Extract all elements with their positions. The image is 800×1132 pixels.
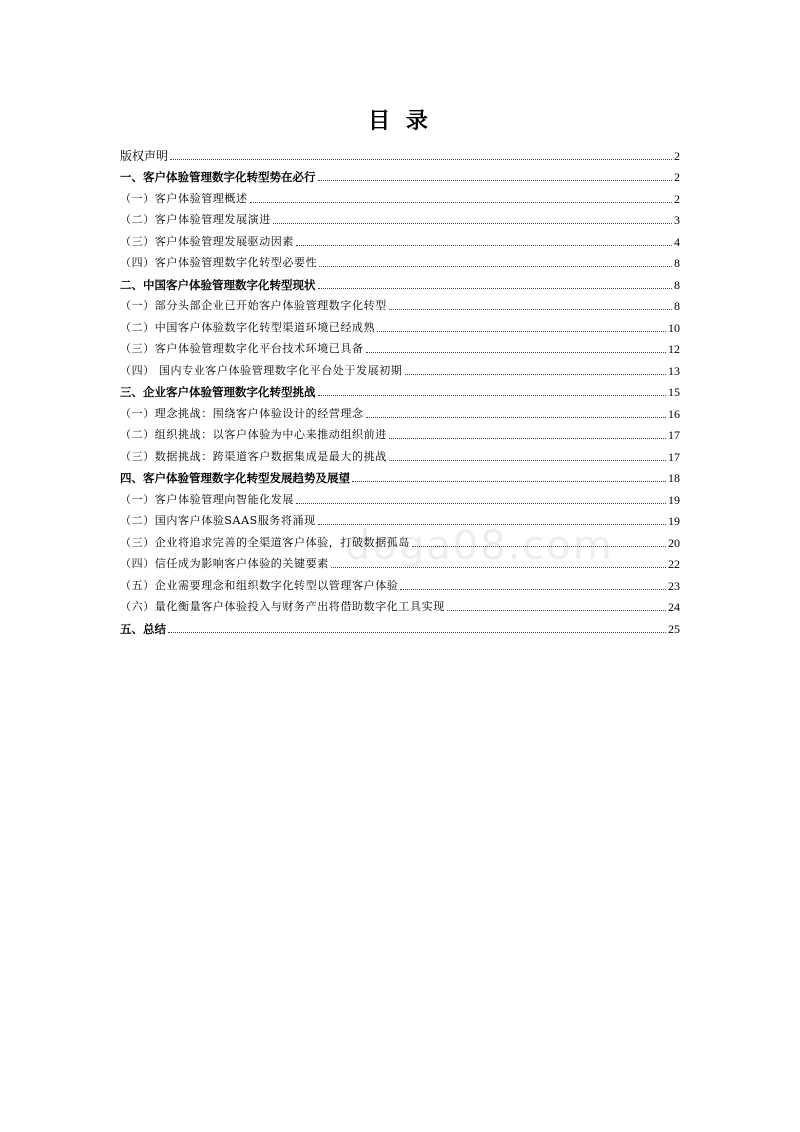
toc-entry-label: （二）国内客户体验SAAS服务将涌现 <box>120 514 316 527</box>
toc-leader-dots <box>296 244 672 246</box>
toc-entry-label: （二）中国客户体验数字化转型渠道环境已经成熟 <box>120 320 376 334</box>
toc-entry-label: 四、客户体验管理数字化转型发展趋势及展望 <box>120 471 350 485</box>
toc-entry-label: （四）客户体验管理数字化转型必要性 <box>120 256 318 269</box>
toc-entry-label: （五）企业需要理念和组织数字化转型以管理客户体验 <box>120 578 399 592</box>
toc-leader-dots <box>352 480 666 482</box>
toc-leader-dots <box>273 222 672 224</box>
toc-entry[interactable] <box>120 614 680 636</box>
toc-entry[interactable] <box>120 442 680 464</box>
watermark: doga08.com <box>345 523 614 569</box>
toc-entry-page-number: 23 <box>668 578 680 593</box>
toc-leader-dots <box>412 545 666 547</box>
toc-entry-page-number: 17 <box>668 449 680 464</box>
toc-entry-label: （四）信任成为影响客户体验的关键要素 <box>120 557 329 570</box>
toc-entry[interactable] <box>120 206 680 228</box>
toc-leader-dots <box>400 588 666 590</box>
toc-entry-label: 五、总结 <box>120 621 166 636</box>
toc-leader-dots <box>389 437 666 439</box>
toc-entry[interactable] <box>120 378 680 400</box>
toc-leader-dots <box>318 523 666 525</box>
toc-entry-page-number: 20 <box>668 535 680 550</box>
toc-entry-page-number: 8 <box>674 299 680 313</box>
toc-entry[interactable] <box>120 335 680 357</box>
toc-leader-dots <box>377 330 666 332</box>
toc-entry-page-number: 3 <box>674 213 680 227</box>
toc-entry-label: （一）部分头部企业已开始客户体验管理数字化转型 <box>120 299 387 312</box>
toc-entry[interactable] <box>120 184 680 206</box>
toc-entry-page-number: 8 <box>674 277 680 292</box>
toc-entry-label: 一、客户体验管理数字化转型势在必行 <box>120 170 316 184</box>
toc-entry[interactable] <box>120 571 680 593</box>
toc-entry[interactable] <box>120 141 680 163</box>
toc-leader-dots <box>296 502 666 504</box>
toc-entry-label: 二、中国客户体验管理数字化转型现状 <box>120 277 316 292</box>
toc-entry-label: （一）客户体验管理概述 <box>120 191 248 205</box>
toc-entry-page-number: 2 <box>674 148 680 163</box>
toc-entry-label: （一）理念挑战：围绕客户体验设计的经营理念 <box>120 406 364 420</box>
toc-leader-dots <box>366 416 666 418</box>
toc-leader-dots <box>331 566 666 568</box>
toc-leader-dots <box>319 265 672 267</box>
toc-entry-label: 版权声明 <box>120 148 169 163</box>
toc-entry-page-number: 17 <box>668 428 680 442</box>
toc-entry[interactable] <box>120 356 680 378</box>
toc-entry-page-number: 13 <box>668 363 680 378</box>
toc-entry[interactable] <box>120 292 680 314</box>
toc-leader-dots <box>168 631 666 633</box>
toc-entry[interactable] <box>120 421 680 443</box>
toc-entry-label: （二）客户体验管理发展演进 <box>120 213 271 226</box>
toc-entry-label: （三）数据挑战：跨渠道客户数据集成是最大的挑战 <box>120 449 387 463</box>
toc-entry-page-number: 22 <box>668 557 680 571</box>
toc-leader-dots <box>389 459 666 461</box>
toc-entry-page-number: 25 <box>668 621 680 636</box>
toc-entry[interactable] <box>120 550 680 572</box>
toc-entry-page-number: 2 <box>674 191 680 206</box>
toc-entry-page-number: 19 <box>668 514 680 528</box>
toc-leader-dots <box>447 609 666 611</box>
toc-entry[interactable] <box>120 270 680 292</box>
toc-entry[interactable] <box>120 485 680 507</box>
toc-leader-dots <box>318 179 673 181</box>
toc-entry[interactable] <box>120 399 680 421</box>
toc-entry[interactable] <box>120 507 680 529</box>
toc-entry-label: （二）组织挑战：以客户体验为中心来推动组织前进 <box>120 428 387 441</box>
toc-entry-page-number: 24 <box>668 600 680 614</box>
toc-entry-page-number: 18 <box>668 471 680 485</box>
toc-entry-page-number: 16 <box>668 406 680 421</box>
toc-entry-label: （三）客户体验管理数字化平台技术环境已具备 <box>120 342 364 355</box>
toc-entry-label: （一）客户体验管理向智能化发展 <box>120 492 294 506</box>
toc-leader-dots <box>366 351 666 353</box>
toc-leader-dots <box>250 201 672 203</box>
table-of-contents <box>120 141 680 636</box>
toc-entry[interactable] <box>120 249 680 271</box>
toc-entry-page-number: 2 <box>674 170 680 184</box>
toc-entry-page-number: 10 <box>668 320 680 335</box>
toc-leader-dots <box>318 287 673 289</box>
toc-entry[interactable] <box>120 227 680 249</box>
toc-entry-label: （三）客户体验管理发展驱动因素 <box>120 234 294 248</box>
toc-entry-label: （四） 国内专业客户体验管理数字化平台处于发展初期 <box>120 363 403 377</box>
toc-entry[interactable] <box>120 313 680 335</box>
toc-entry[interactable] <box>120 464 680 486</box>
toc-leader-dots <box>405 373 667 375</box>
page-title: 目 录 <box>368 109 432 134</box>
toc-entry-label: （三）企业将追求完善的全渠道客户体验，打破数据孤岛 <box>120 535 410 549</box>
toc-entry[interactable] <box>120 163 680 185</box>
toc-leader-dots <box>389 308 672 310</box>
toc-entry-page-number: 8 <box>674 256 680 270</box>
toc-entry[interactable] <box>120 528 680 550</box>
toc-entry-label: （六）量化衡量客户体验投入与财务产出将借助数字化工具实现 <box>120 600 445 613</box>
toc-leader-dots <box>318 394 667 396</box>
toc-entry-page-number: 4 <box>674 234 680 249</box>
toc-entry-page-number: 15 <box>668 385 680 399</box>
toc-leader-dots <box>170 158 672 160</box>
toc-entry-page-number: 12 <box>668 342 680 356</box>
toc-entry[interactable] <box>120 593 680 615</box>
toc-entry-label: 三、企业客户体验管理数字化转型挑战 <box>120 385 316 399</box>
toc-entry-page-number: 19 <box>668 492 680 507</box>
